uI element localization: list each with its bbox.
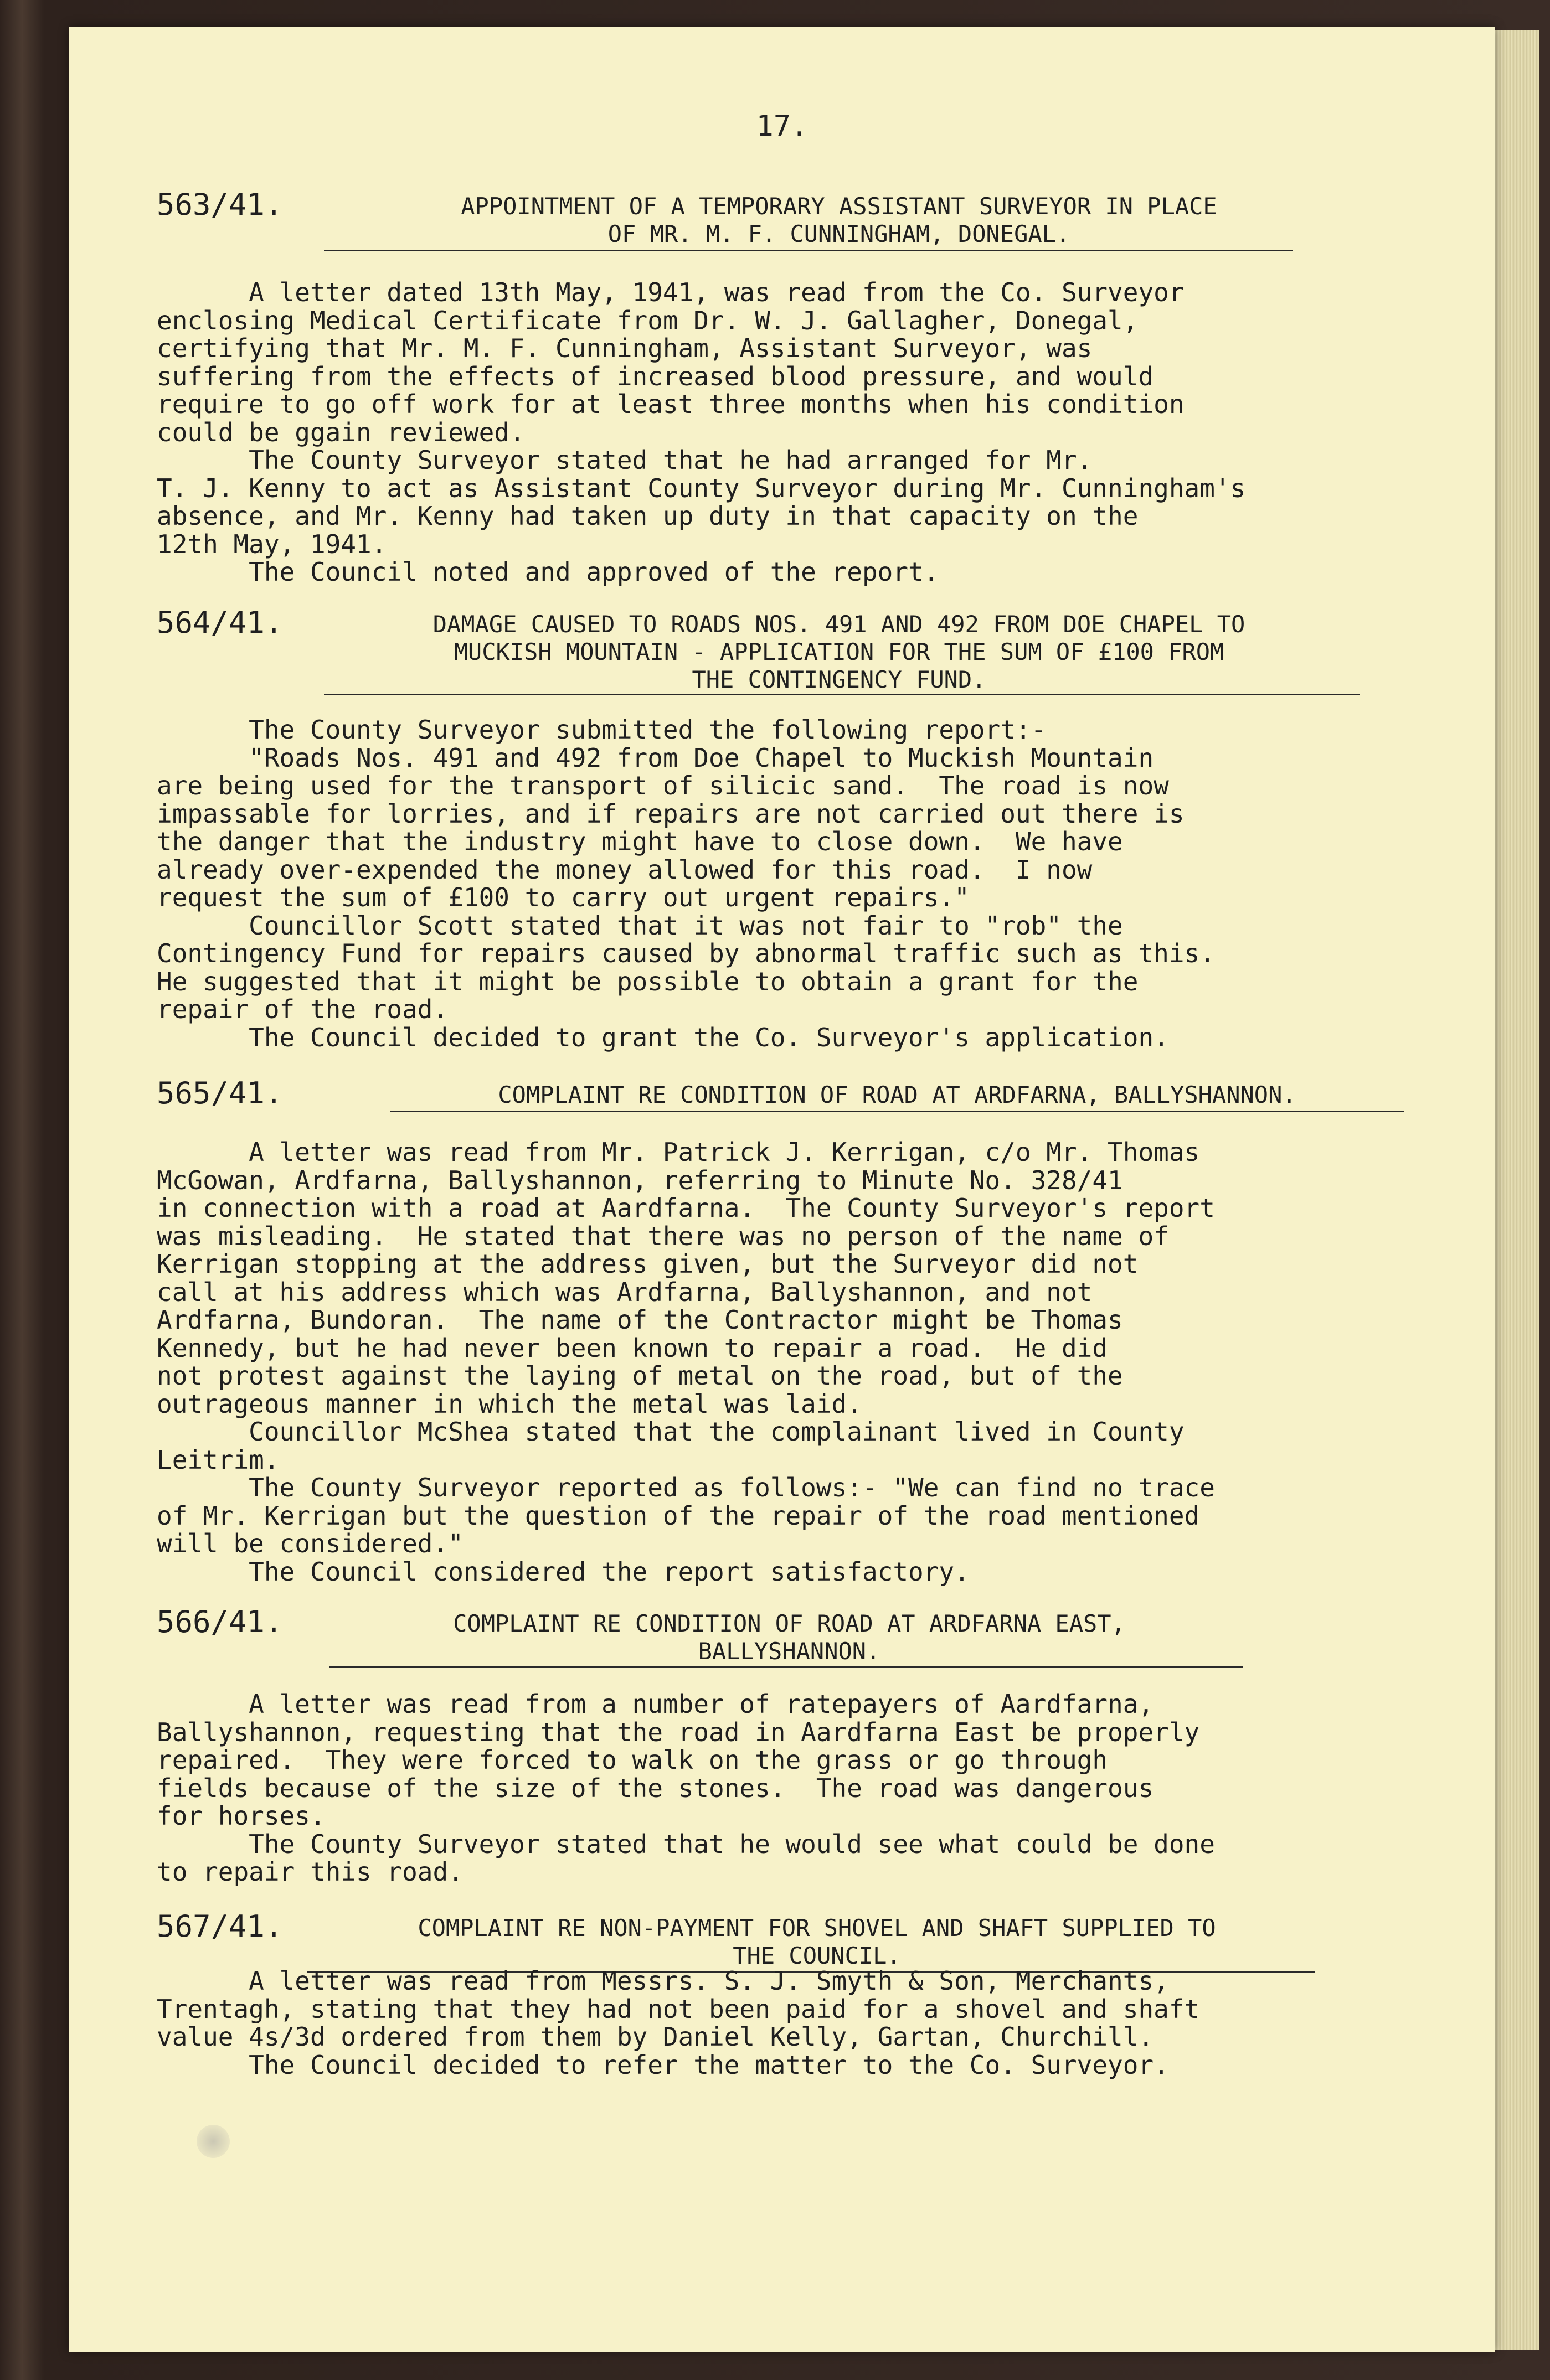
page-number: 17. <box>756 110 809 143</box>
heading-line: MUCKISH MOUNTAIN - APPLICATION FOR THE SUM OF £100 FROM <box>454 638 1224 665</box>
heading-line: THE COUNCIL. <box>733 1942 901 1969</box>
page-edges <box>1495 30 1539 2350</box>
minute-heading <box>291 1914 1343 1970</box>
heading-underline <box>390 1111 1404 1112</box>
minute-heading <box>313 611 1365 694</box>
heading-line: THE CONTINGENCY FUND. <box>692 666 986 693</box>
minute-number: 567/41. <box>157 1909 283 1944</box>
minute-body: A letter was read from Messrs. S. J. Smyth & Son, Merchants, Trentagh, stating that they had not been paid for a shovel and shaft value 4s/3d ordered from them by Daniel Kelly, Gartan, Churchill. The Council decided to refer the matter to the Co. Surveyor. <box>157 1966 1200 2080</box>
document-page <box>69 27 1495 2352</box>
heading-line: OF MR. M. F. CUNNINGHAM, DONEGAL. <box>607 220 1070 247</box>
minute-body: A letter was read from a number of ratepayers of Aardfarna, Ballyshannon, requesting that the road in Aardfarna East be properly repaired. They were forced to walk on the grass or go through fields because of the size of the stones. The road was dangerous for horses. The County Surveyor stated that he would see what could be done to repair this road. <box>157 1689 1215 1887</box>
heading-underline <box>329 1666 1243 1668</box>
heading-line: COMPLAINT RE CONDITION OF ROAD AT ARDFARNA EAST, <box>453 1610 1125 1637</box>
heading-line: COMPLAINT RE CONDITION OF ROAD AT ARDFARNA, BALLYSHANNON. <box>498 1081 1296 1108</box>
minute-body: A letter was read from Mr. Patrick J. Kerrigan, c/o Mr. Thomas McGowan, Ardfarna, Ballyshannon, referring to Minute No. 328/41 in connection with a road at Aardfarna. The County Surveyor's report was misleading. He stated that there was no person of the name of Kerrigan stopping at the address given, but the Surveyor did not call at his address which was Ardfarna, Ballyshannon, and not Ardfarna, Bundoran. The name of the Contractor might be Thomas Kennedy, but he had never been known to repair a road. He did not protest against the laying of metal on the road, but of the outrageous manner in which the metal was laid. Councillor McShea stated that the complainant lived in County Leitrim. The County Surveyor reported as follows:- "We can find no trace of Mr. Kerrigan but the question of the repair of the road mentioned will be considered." The Council considered the report satisfactory. <box>157 1137 1215 1587</box>
minute-number: 566/41. <box>157 1604 283 1639</box>
minute-heading <box>318 1610 1260 1665</box>
heading-line: COMPLAINT RE NON-PAYMENT FOR SHOVEL AND SHAFT SUPPLIED TO <box>418 1914 1216 1942</box>
minute-number: 564/41. <box>157 605 283 640</box>
minute-number: 563/41. <box>157 187 283 222</box>
heading-line: BALLYSHANNON. <box>698 1638 880 1665</box>
heading-line: DAMAGE CAUSED TO ROADS NOS. 491 AND 492 FROM DOE CHAPEL TO <box>432 611 1245 638</box>
heading-underline <box>324 250 1293 251</box>
minute-body: A letter dated 13th May, 1941, was read from the Co. Surveyor enclosing Medical Certificate from Dr. W. J. Gallagher, Donegal, certifying that Mr. M. F. Cunningham, Assistant Surveyor, was suffering from the effects of increased blood pressure, and would require to go off work for at least three months when his condition could be ggain reviewed. The County Surveyor stated that he had arranged for Mr. T. J. Kenny to act as Assistant County Surveyor during Mr. Cunningham's absence, and Mr. Kenny had taken up duty in that capacity on the 12th May, 1941. The Council noted and approved of the report. <box>157 277 1246 587</box>
heading-underline <box>324 694 1360 695</box>
minute-heading <box>385 1081 1409 1109</box>
minute-number: 565/41. <box>157 1076 283 1111</box>
heading-line: APPOINTMENT OF A TEMPORARY ASSISTANT SURVEYOR IN PLACE <box>461 193 1217 220</box>
minute-body: The County Surveyor submitted the following report:- "Roads Nos. 491 and 492 from Doe Chapel to Muckish Mountain are being used for the transport of silicic sand. The road is now impassable for lorries, and if repairs are not carried out there is the danger that the industry might have to close down. We have already over-expended the money allowed for this road. I now request the sum of £100 to carry out urgent repairs." Councillor Scott stated that it was not fair to "rob" the Contingency Fund for repairs caused by abnormal traffic such as this. He suggested that it might be possible to obtain a grant for the repair of the road. The Council decided to grant the Co. Surveyor's application. <box>157 715 1215 1052</box>
minute-heading <box>313 193 1365 248</box>
ink-smudge <box>197 2125 230 2158</box>
